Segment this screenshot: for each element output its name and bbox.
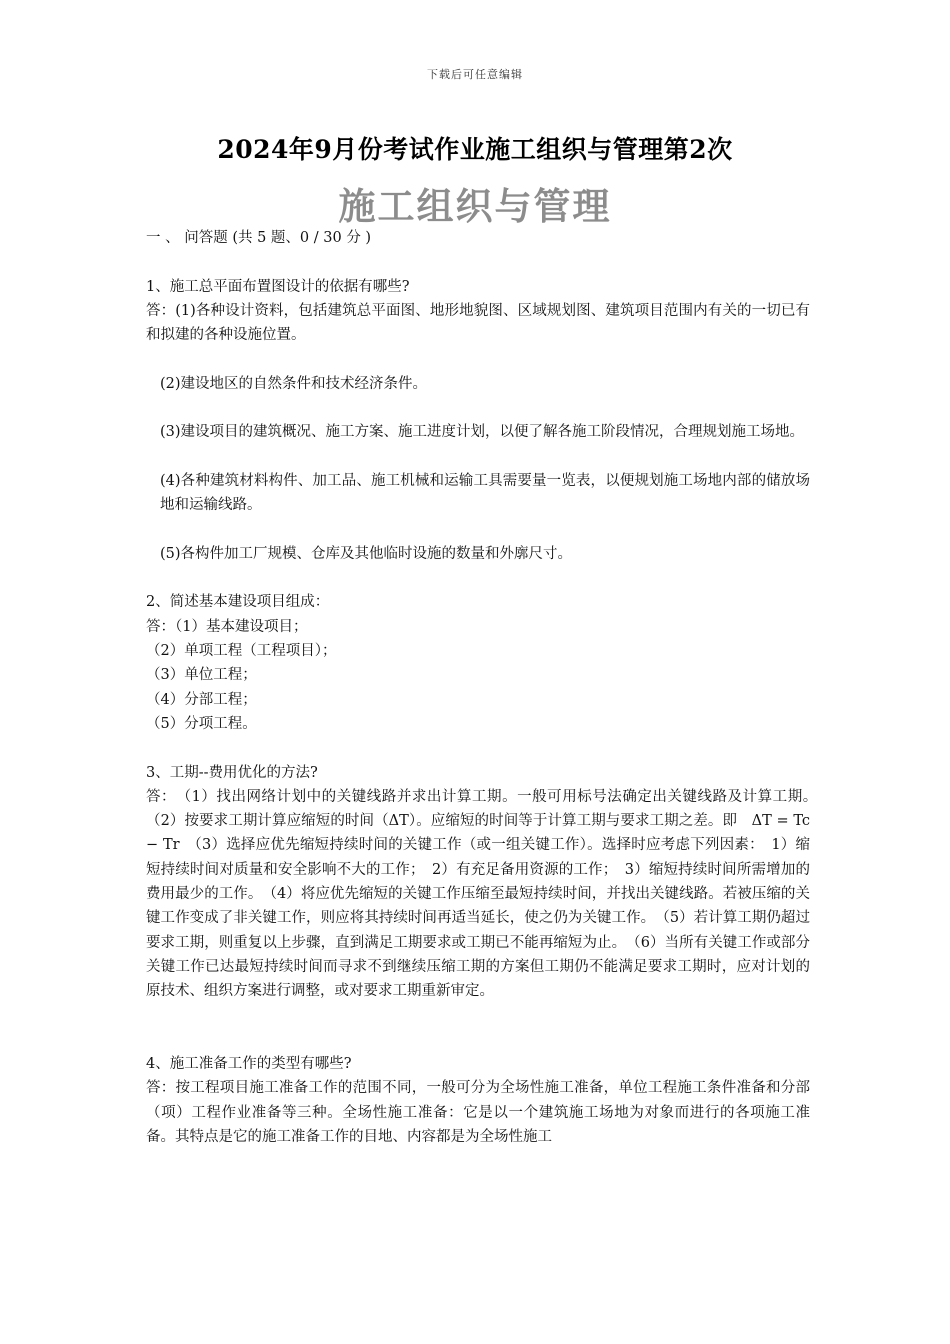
answer-1-part-5: (5)各构件加工厂规模、仓库及其他临时设施的数量和外廓尺寸。	[160, 545, 573, 562]
blank-line	[146, 347, 810, 371]
section-heading: 一 、 问答题 (共 5 题、0 / 30 分 )	[146, 230, 372, 246]
answer-2-item-4: （4）分部工程；	[146, 691, 257, 708]
document-title: 2024年9月份考试作业施工组织与管理第2次	[217, 135, 733, 164]
document-body	[146, 226, 825, 1149]
answer-1-part-2: (2)建设地区的自然条件和技术经济条件。	[160, 375, 428, 392]
blank-line	[146, 1004, 810, 1053]
blank-line	[146, 445, 810, 469]
answer-2-item-2: （2）单项工程（工程项目）；	[146, 643, 337, 660]
answer-3: 答： （1）找出网络计划中的关键线路并求出计算工期。一般可用标号法确定出关键线路及计算工期。 （2）按要求工期计算应缩短的时间（ΔT）。应缩短的时间等于计算工期与要求工期之差。即 ΔT = Tc − Tr （3）选择应优先缩短持续时间的关键工作（或一组关键工作）。选择时应考虑下列因素： 1）缩短持续时间对质量和安全影响不大的工作； 2）有充足备用资源的工作； 3）缩短持续时间所需增加的费用最少的工作。 （4）将应优先缩短的关键工作压缩至最短持续时间，并找出关键线路。若被压缩的关键工作变成了非关键工作，则应将其持续时间再适当延长，使之仍为关键工作。 （5）若计算工期仍超过要求工期，则重复以上步骤，直到满足工期要求或工期已不能再缩短为止。 （6）当所有关键工作或部分关键工作已达最短持续时间而寻求不到继续压缩工期的方案但工期仍不能满足要求工期时，应对计划的原技术、组织方案进行调整，或对要求工期重新审定。	[146, 788, 825, 1000]
question-1: 1、施工总平面布置图设计的依据有哪些?	[146, 278, 410, 295]
question-3: 3、工期--费用优化的方法?	[146, 764, 318, 781]
answer-2-item-3: （3）单位工程；	[146, 667, 257, 684]
document-subtitle: 施工组织与管理	[338, 184, 612, 228]
answer-2-item-1: 答：（1）基本建设项目；	[146, 618, 308, 635]
answer-4: 答：按工程项目施工准备工作的范围不同，一般可分为全场性施工准备，单位工程施工条件准备和分部（项）工程作业准备等三种。全场性施工准备：它是以一个建筑施工场地为对象而进行的各项施工准备。其特点是它的施工准备工作的目地、内容都是为全场性施工	[146, 1080, 810, 1145]
blank-line	[146, 396, 810, 420]
blank-line	[146, 518, 810, 542]
answer-1-part-4: (4)各种建筑材料构件、加工品、施工机械和运输工具需要量一览表，以便规划施工场地内部的储放场地和运输线路。	[160, 472, 810, 514]
blank-line	[146, 736, 810, 760]
answer-2-item-5: （5）分项工程。	[146, 715, 257, 732]
question-2: 2、简述基本建设项目组成：	[146, 594, 330, 611]
blank-line	[146, 250, 810, 274]
header-note: 下载后可任意编辑	[427, 68, 523, 81]
answer-1-part-3: (3)建设项目的建筑概况、施工方案、施工进度计划，以便了解各施工阶段情况，合理规划施工场地。	[160, 424, 805, 441]
question-4: 4、施工准备工作的类型有哪些?	[146, 1056, 352, 1073]
blank-line	[146, 566, 810, 590]
answer-1-part-1: 答：(1)各种设计资料，包括建筑总平面图、地形地貌图、区域规划图、建筑项目范围内有关的一切已有和拟建的各种设施位置。	[146, 302, 810, 344]
